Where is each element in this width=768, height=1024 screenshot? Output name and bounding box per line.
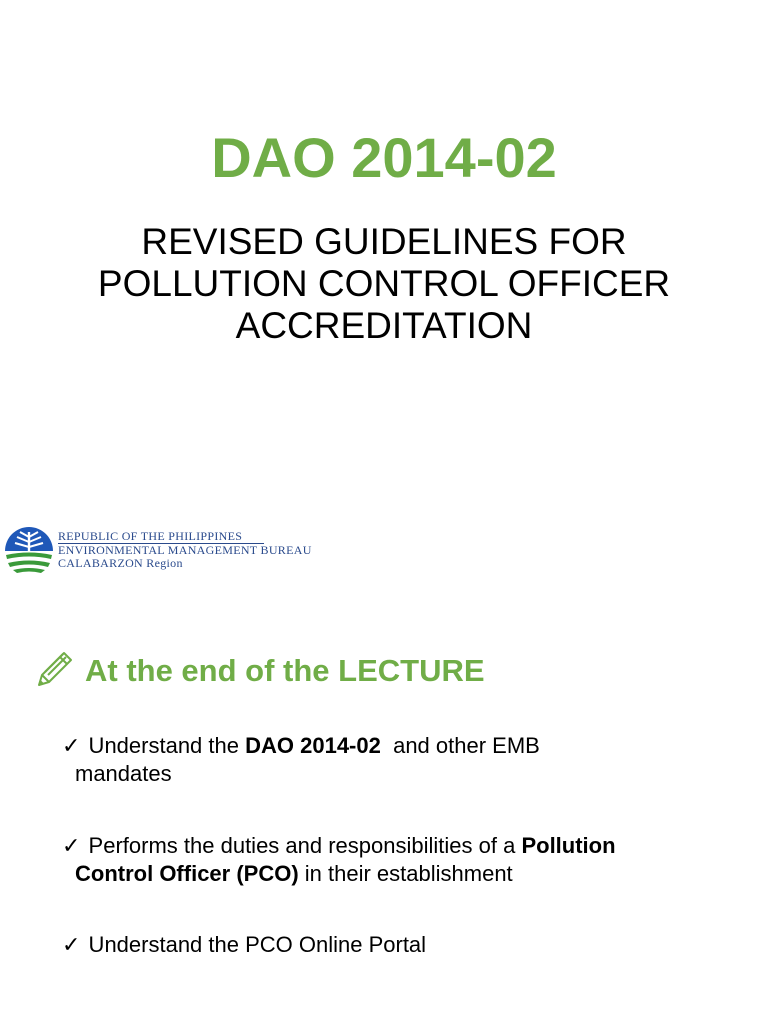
check-icon: ✓ — [62, 932, 81, 957]
objective-item — [62, 832, 742, 888]
slide-subtitle — [0, 221, 768, 347]
logo-line-republic: REPUBLIC OF THE PHILIPPINES — [58, 530, 264, 544]
subtitle-line: POLLUTION CONTROL OFFICER — [97, 263, 671, 304]
subtitle-line: ACCREDITATION — [235, 305, 533, 346]
bullet-text: Understand the — [82, 733, 246, 758]
bullet-bold-text: Control Officer (PCO) — [75, 861, 299, 886]
section-heading — [34, 648, 634, 692]
slide-title: DAO 2014-02 — [211, 126, 557, 189]
emb-logo — [4, 526, 324, 578]
bullet-text: in their establishment — [298, 861, 513, 886]
check-icon: ✓ — [62, 733, 81, 758]
bullet-bold-text: Pollution — [521, 833, 616, 858]
bullet-text: Understand the PCO Online Portal — [82, 932, 427, 957]
bullet-continuation: mandates — [75, 761, 172, 786]
section-title: At the end of the LECTURE — [85, 653, 485, 688]
bullet-bold-text: DAO 2014-02 — [245, 733, 381, 758]
pencil-icon — [34, 648, 76, 690]
bullet-text: Performs the duties and responsibilities of a — [82, 833, 522, 858]
check-icon: ✓ — [62, 833, 81, 858]
bullet-continuation — [62, 860, 742, 888]
subtitle-line: REVISED GUIDELINES FOR — [141, 221, 627, 262]
logo-text — [58, 530, 312, 570]
bullet-text: and other EMB — [380, 733, 540, 758]
objective-item — [62, 732, 742, 788]
objective-item — [62, 931, 742, 959]
logo-line-region: CALABARZON Region — [58, 556, 183, 570]
emb-seal-icon — [4, 526, 54, 576]
logo-line-bureau: ENVIRONMENTAL MANAGEMENT BUREAU — [58, 543, 312, 557]
